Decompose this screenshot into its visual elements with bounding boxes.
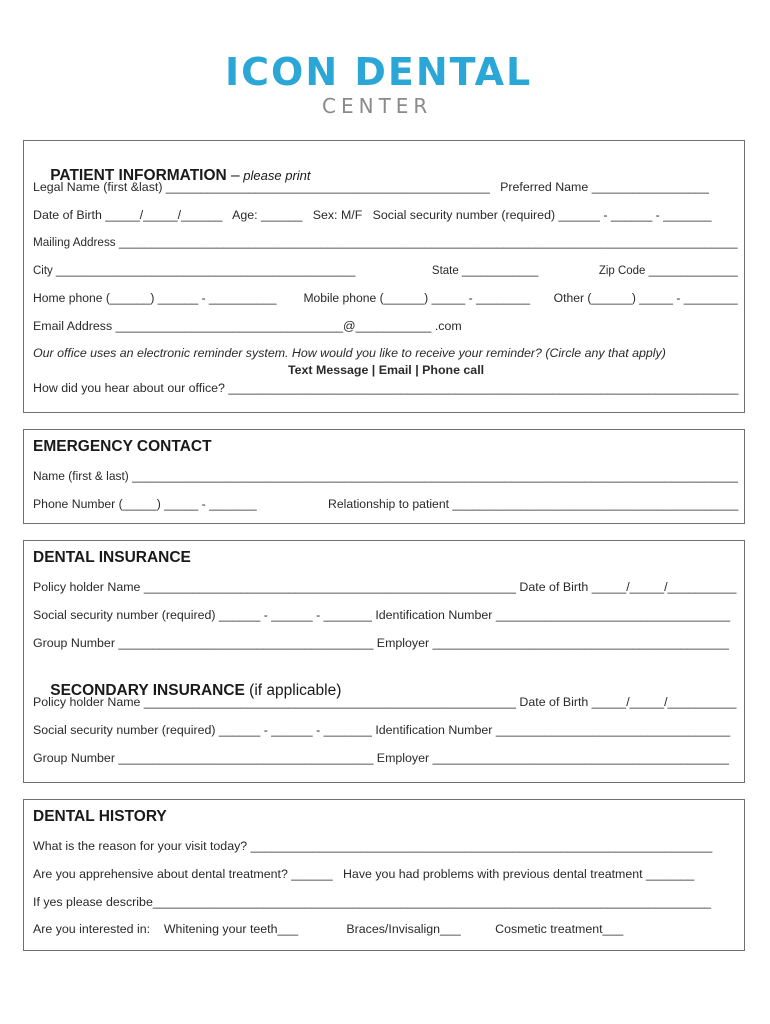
mailing-address-line[interactable]: Mailing Address _______________________________________________________________________________________________ (33, 235, 738, 249)
patient-heading-dash: – (226, 167, 240, 184)
secondary-insurance-heading (33, 664, 341, 718)
secondary-heading-text: SECONDARY INSURANCE (50, 682, 245, 699)
logo (0, 44, 770, 124)
secondary-heading-suffix: (if applicable) (244, 682, 342, 699)
reminder-question: Our office uses an electronic reminder system. How would you like to receive your reminder? (Circle any that apply) (33, 346, 666, 360)
city-line[interactable]: City _______________________________________________ State ____________ Zip Code ______________ (33, 263, 738, 277)
patient-heading-text: PATIENT INFORMATION (50, 167, 227, 184)
email-line[interactable]: Email Address _________________________________@___________ .com (33, 319, 462, 333)
interests-line[interactable]: Are you interested in: Whitening your teeth___ Braces/Invisalign___ Cosmetic treatment___ (33, 922, 624, 936)
phone-line[interactable]: Home phone (______) ______ - __________ Mobile phone (______) _____ - ________ Other (______) _____ - ________ (33, 291, 738, 305)
patient-information-section (23, 140, 745, 413)
dental-insurance-heading: DENTAL INSURANCE (33, 549, 191, 566)
policy-holder-line[interactable]: Policy holder Name ______________________________________________________ Date of Birth _____/_____/__________ (33, 580, 737, 594)
hear-about-line[interactable]: How did you hear about our office? __________________________________________________________________________ (33, 381, 739, 395)
dental-history-section (23, 799, 745, 951)
dob-line[interactable]: Date of Birth _____/_____/______ Age: ______ Sex: M/F Social security number (required) ______ - ______ - _______ (33, 208, 712, 222)
insurance-ssn-line[interactable]: Social security number (required) ______ - ______ - _______ Identification Number __________________________________ (33, 608, 731, 622)
reminder-options[interactable]: Text Message | Email | Phone call (288, 363, 485, 377)
emergency-contact-heading: EMERGENCY CONTACT (33, 438, 212, 455)
emergency-phone-line[interactable]: Phone Number (_____) _____ - _______ Relationship to patient __________________________________________ (33, 497, 739, 511)
secondary-policy-holder-line[interactable]: Policy holder Name ______________________________________________________ Date of Birth _____/_____/__________ (33, 695, 737, 709)
secondary-ssn-line[interactable]: Social security number (required) ______ - ______ - _______ Identification Number __________________________________ (33, 723, 731, 737)
apprehensive-line[interactable]: Are you apprehensive about dental treatment? ______ Have you had problems with previous dental treatment _______ (33, 867, 695, 881)
dental-history-heading: DENTAL HISTORY (33, 808, 167, 825)
group-number-line[interactable]: Group Number _____________________________________ Employer ___________________________________________ (33, 636, 729, 650)
dental-insurance-section (23, 540, 745, 783)
logo-sub-text: CENTER (322, 94, 433, 118)
describe-line[interactable]: If yes please describe_________________________________________________________________________________ (33, 895, 712, 909)
patient-information-heading (33, 149, 311, 203)
visit-reason-line[interactable]: What is the reason for your visit today? ___________________________________________________________________ (33, 839, 713, 853)
legal-name-line[interactable]: Legal Name (first &last) _______________________________________________ Preferred Name _________________ (33, 180, 709, 194)
emergency-contact-section (23, 429, 745, 524)
patient-heading-note: please print (239, 168, 311, 183)
emergency-name-line[interactable]: Name (first & last) ___________________________________________________________________________________________ (33, 469, 738, 483)
logo-main-text: ICON DENTAL (225, 50, 533, 94)
secondary-group-number-line[interactable]: Group Number _____________________________________ Employer ___________________________________________ (33, 751, 729, 765)
